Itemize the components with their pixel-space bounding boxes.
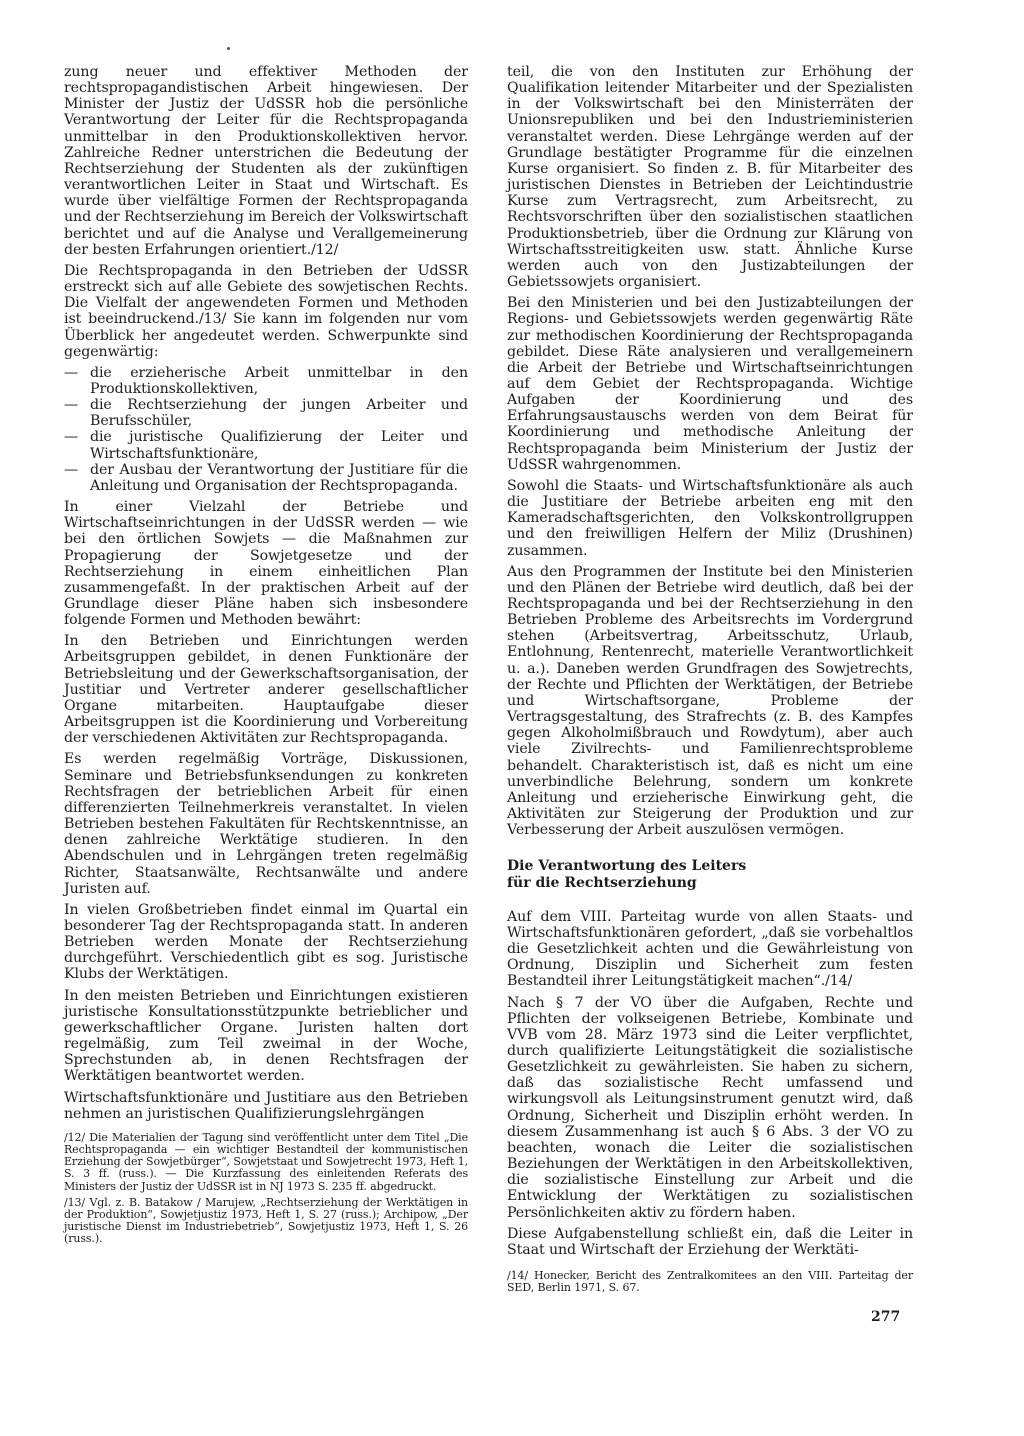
paragraph: Wirtschaftsfunktionäre und Justitiare aus den Betrieben nehmen an juristischen Qualifizierungslehrgängen: [64, 1089, 468, 1122]
dash-marker: —: [64, 461, 79, 478]
bullet-text: die Rechtserziehung der jungen Arbeiter und Berufsschüler,: [90, 397, 468, 430]
bullet-item: [64, 365, 468, 397]
paragraph: Bei den Ministerien und bei den Justizabteilungen der Regions- und Gebietssowjets werden gegenwärtig Räte zur methodischen Koordinierung der Rechtspropaganda gebildet. Diese Räte analysieren und verallgemeinern die Arbeit der Betriebe und Wirtschaftseinrichtungen auf dem Gebiet der Rechtspropaganda. Wichtige Aufgaben der Koordinierung und des Erfahrungsaustauschs werden von dem Beirat für Koordinierung und methodische Anleitung der Rechtspropaganda beim Ministerium der Justiz der UdSSR wahrgenommen.: [507, 295, 913, 473]
dash-marker: —: [64, 397, 79, 414]
bullet-item: [64, 462, 468, 494]
section-heading: Die Verantwortung des Leiters für die Rechtserziehung: [507, 858, 747, 891]
paragraph: Diese Aufgabenstellung schließt ein, daß die Leiter in Staat und Wirtschaft der Erziehung der Werktäti-: [507, 1225, 913, 1258]
footnote: /12/ Die Materialien der Tagung sind veröffentlicht unter dem Titel „Die Rechtspropaganda — ein wichtiger Bestandteil der kommunistischen Erziehung der Sowjetbürger“, Sowjetstaat und Sowjetrecht 1973, Heft 1, S. 3 ff. (russ.). — Die Kurzfassung des einleitenden Referats des Ministers der Justiz der UdSSR ist in NJ 1973 S. 235 ff. abgedruckt.: [64, 1130, 468, 1193]
left-paragraphs-b: [64, 499, 468, 1122]
paragraph: zung neuer und effektiver Methoden der rechtspropagandistischen Arbeit hingewiesen. Der Minister der Justiz der UdSSR hob die persönliche Verantwortung der Leiter für die Rechtspropaganda unmittelbar in den Produktionskollektiven hervor. Zahlreiche Redner unterstrichen die Bedeutung der Rechtserziehung der Studenten als der zukünftigen verantwortlichen Leiter in Staat und Wirtschaft. Es wurde über vielfältige Formen der Rechtspropaganda und der Rechtserziehung im Bereich der Volkswirtschaft berichtet und auf die Analyse und Verallgemeinerung der besten Erfahrungen orientiert./12/: [64, 64, 468, 258]
paragraph: Die Rechtspropaganda in den Betrieben der UdSSR erstreckt sich auf alle Gebiete des sowjetischen Rechts. Die Vielfalt der angewendeten Formen und Methoden ist beeindruckend./13/ Sie kann im folgenden nur vom Überblick her angedeutet werden. Schwerpunkte sind gegenwärtig:: [64, 262, 468, 360]
right-column: [507, 64, 913, 1298]
bullet-item: [64, 397, 468, 429]
paragraph: teil, die von den Instituten zur Erhöhung der Qualifikation leitender Mitarbeiter und der Spezialisten in der Volkswirtschaft bei den Ministerräten der Unionsrepubliken und bei den Industrieministerien veranstaltet werden. Diese Lehrgänge werden auf der Grundlage bestätigter Programme für die einzelnen Kurse organisiert. So finden z. B. für Mitarbeiter des juristischen Dienstes in Betrieben der Leichtindustrie Kurse zum Vertragsrecht, zum Arbeitsrecht, zu Rechtsvorschriften über den sozialistischen staatlichen Produktionsbetrieb, über die Ordnung zur Klärung von Wirtschaftsstreitigkeiten usw. statt. Ähnliche Kurse werden auch von den Justizabteilungen der Gebietssowjets organisiert.: [507, 64, 913, 291]
paragraph: Aus den Programmen der Institute bei den Ministerien und den Plänen der Betriebe wird deutlich, daß bei der Rechtspropaganda und bei der Rechtserziehung in den Betrieben Probleme des Arbeitsrechts im Vordergrund stehen (Arbeitsvertrag, Arbeitsschutz, Urlaub, Entlohnung, Rentenrecht, materielle Verantwortlichkeit u. a.). Daneben werden Grundfragen des Sowjetrechts, der Rechte und Pflichten der Werktätigen, der Betriebe und Wirtschaftsorgane, Probleme der Vertragsgestaltung, des Strafrechts (z. B. des Kampfes gegen Alkoholmißbrauch und Rowdytum), aber auch viele Zivilrechts- und Familienrechtsprobleme behandelt. Charakteristisch ist, daß es nicht um eine unverbindliche Belehrung, sondern um konkrete Anleitung und erzieherische Einwirkung geht, die Aktivitäten zur Steigerung der Produktion und zur Verbesserung der Arbeit auszulösen vermögen.: [507, 563, 913, 839]
bullet-list: [64, 365, 468, 494]
left-column: [64, 64, 468, 1250]
right-paragraphs-b: [507, 909, 913, 1258]
paragraph: In einer Vielzahl der Betriebe und Wirtschaftseinrichtungen in der UdSSR werden — wie bei den örtlichen Sowjets — die Maßnahmen zur Propagierung der Sowjetgesetze und der Rechtserziehung in einem einheitlichen Plan zusammengefaßt. In der praktischen Arbeit auf der Grundlage dieser Pläne haben sich insbesondere folgende Formen und Methoden bewährt:: [64, 499, 468, 629]
paragraph: Auf dem VIII. Parteitag wurde von allen Staats- und Wirtschaftsfunktionären gefordert, „daß sie vorbehaltlos die Gesetzlichkeit achten und die Gewährleistung von Ordnung, Disziplin und Sicherheit zum festen Bestandteil ihrer Leitungstätigkeit machen“./14/: [507, 908, 913, 990]
footnote: /14/ Honecker, Bericht des Zentralkomitees an den VIII. Parteitag der SED, Berlin 1971, S. 67.: [507, 1269, 913, 1295]
paragraph: In den Betrieben und Einrichtungen werden Arbeitsgruppen gebildet, in denen Funktionäre der Betriebsleitung und der Gewerkschaftsorganisation, der Justitiar und Vertreter anderer gesellschaftlicher Organe mitarbeiten. Hauptaufgabe dieser Arbeitsgruppen ist die Koordinierung und Vorbereitung der verschiedenen Aktivitäten zur Rechtspropaganda.: [64, 633, 468, 747]
right-footnotes: [507, 1270, 913, 1294]
right-paragraphs-a: [507, 64, 913, 838]
paragraph: Sowohl die Staats- und Wirtschaftsfunktionäre als auch die Justitiare der Betriebe arbeiten eng mit den Kameradschaftsgerichten, den Volkskontrollgruppen und den freiwilligen Helfern der Miliz (Drushinen) zusammen.: [507, 477, 913, 559]
scan-speck: [227, 47, 230, 50]
footnote: /13/ Vgl. z. B. Batakow / Marujew, „Rechtserziehung der Werktätigen in der Produktion“, Sowjetjustiz 1973, Heft 1, S. 27 (russ.); Archipow, „Der juristische Dienst im Industriebetrieb“, Sowjetjustiz 1973, Heft 1, S. 26 (russ.).: [64, 1195, 468, 1246]
dash-marker: —: [64, 364, 79, 381]
left-paragraphs-a: [64, 64, 468, 360]
paragraph: Es werden regelmäßig Vorträge, Diskussionen, Seminare und Betriebsfunksendungen zu konkreten Rechtsfragen der betrieblichen Arbeit für einen differenzierten Teilnehmerkreis veranstaltet. In vielen Betrieben bestehen Fakultäten für Rechtskenntnisse, an denen zahlreiche Werktätige studieren. In den Abendschulen und in Lehrgängen treten regelmäßig Richter, Staatsanwälte, Rechtsanwälte und andere Juristen auf.: [64, 751, 468, 897]
bullet-item: [64, 429, 468, 461]
paragraph: In den meisten Betrieben und Einrichtungen existieren juristische Konsultationsstützpunkte betrieblicher und gewerkschaftlicher Organe. Juristen halten dort regelmäßig, zum Teil zweimal in der Woche, Sprechstunden ab, in denen Rechtsfragen der Werktätigen beantwortet werden.: [64, 987, 468, 1085]
bullet-text: die juristische Qualifizierung der Leiter und Wirtschaftsfunktionäre,: [90, 429, 468, 462]
paragraph: In vielen Großbetrieben findet einmal im Quartal ein besonderer Tag der Rechtspropaganda statt. In anderen Betrieben werden Monate der Rechtserziehung durchgeführt. Verschiedentlich gibt es sog. Juristische Klubs der Werktätigen.: [64, 901, 468, 983]
bullet-text: die erzieherische Arbeit unmittelbar in den Produktionskollektiven,: [90, 364, 468, 397]
bullet-text: der Ausbau der Verantwortung der Justitiare für die Anleitung und Organisation der Rechtspropaganda.: [90, 461, 468, 494]
page-number: 277: [871, 1309, 901, 1325]
left-footnotes: [64, 1132, 468, 1246]
paragraph: Nach § 7 der VO über die Aufgaben, Rechte und Pflichten der volkseigenen Betriebe, Kombinate und VVB vom 28. März 1973 sind die Leiter verpflichtet, durch qualifizierte Leitungstätigkeit die sozialistische Gesetzlichkeit zu gewährleisten. Sie haben zu sichern, daß das sozialistische Recht umfassend und wirkungsvoll als Leitungsinstrument genutzt wird, daß Ordnung, Sicherheit und Disziplin erhöht werden. In diesem Zusammenhang ist auch § 6 Abs. 3 der VO zu beachten, wonach die Leiter die sozialistischen Beziehungen der Werktätigen in den Arbeitskollektiven, die sozialistische Einstellung zur Arbeit und die Entwicklung der Werktätigen zu sozialistischen Persönlichkeiten aktiv zu fördern haben.: [507, 994, 913, 1221]
dash-marker: —: [64, 429, 79, 446]
